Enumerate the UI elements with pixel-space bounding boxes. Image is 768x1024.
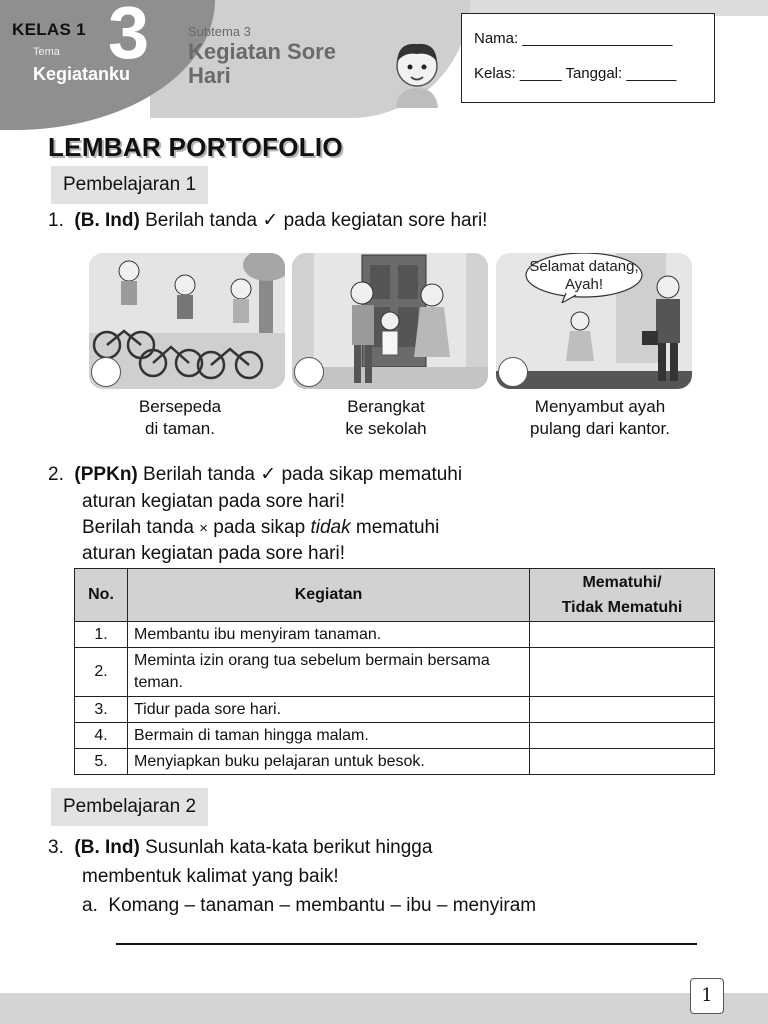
- row-answer-cell[interactable]: [530, 622, 715, 648]
- caption-bersepeda-line2: di taman.: [145, 419, 215, 438]
- check-circle-2[interactable]: [294, 357, 324, 387]
- kelas-tanggal-field[interactable]: Kelas: _____ Tanggal: ______: [474, 65, 677, 82]
- kegiatan-table: [74, 568, 715, 775]
- q2-subject: (PPKn): [74, 464, 138, 485]
- table-row: [75, 648, 715, 697]
- table-row: [75, 697, 715, 723]
- question-1: [48, 208, 487, 234]
- q3-item-a: a. Komang – tanaman – membantu – ibu – menyiram: [82, 895, 537, 916]
- row-number: 3.: [75, 697, 128, 723]
- subtema-title: Kegiatan Sore Hari: [188, 39, 336, 88]
- pembelajaran-1-label: Pembelajaran 1: [51, 166, 208, 204]
- q1-subject: (B. Ind): [74, 210, 140, 231]
- pembelajaran-2-label: Pembelajaran 2: [51, 788, 208, 826]
- speech-bubble-text: Selamat datang, Ayah!: [529, 258, 639, 293]
- kelas-label: KELAS 1: [12, 20, 86, 39]
- col-status-line1: Mematuhi/: [582, 574, 662, 591]
- col-status-line2: Tidak Mematuhi: [561, 599, 683, 616]
- col-kegiatan: Kegiatan: [128, 569, 530, 622]
- question-3: [48, 835, 432, 861]
- boy-mascot-icon: [386, 36, 448, 110]
- subtema-label: Subtema 3: [188, 24, 251, 39]
- q1-text: Berilah tanda ✓ pada kegiatan sore hari!: [139, 210, 488, 231]
- row-kegiatan: Bermain di taman hingga malam.: [128, 723, 530, 749]
- caption-bersepeda-line1: Bersepeda: [138, 397, 222, 416]
- q2-line3: [82, 515, 439, 542]
- row-kegiatan: Membantu ibu menyiram tanaman.: [128, 622, 530, 648]
- table-row: [75, 723, 715, 749]
- caption-berangkat-line2: ke sekolah: [345, 419, 427, 438]
- table-header-row: [75, 569, 715, 622]
- footer-band: [0, 993, 768, 1024]
- picture-menyambut: [496, 253, 692, 389]
- q2-line1: Berilah tanda ✓ pada sikap mematuhi: [137, 464, 463, 485]
- caption-menyambut-line1: Menyambut ayah: [534, 397, 666, 416]
- q3-subject: (B. Ind): [74, 837, 140, 858]
- q2-number: 2.: [48, 464, 64, 485]
- q2-line3-pre: Berilah tanda: [82, 517, 200, 538]
- row-answer-cell[interactable]: [530, 723, 715, 749]
- tema-label: Tema: [33, 46, 60, 58]
- row-kegiatan: Meminta izin orang tua sebelum bermain bersama teman.: [128, 648, 530, 697]
- q2-line3-post: mematuhi: [350, 517, 440, 538]
- caption-berangkat-line1: Berangkat: [347, 397, 425, 416]
- table-row: [75, 749, 715, 775]
- row-answer-cell[interactable]: [530, 648, 715, 697]
- check-circle-3[interactable]: [498, 357, 528, 387]
- row-number: 2.: [75, 648, 128, 697]
- tema-name: Kegiatanku: [33, 64, 131, 84]
- caption-bersepeda: [100, 396, 260, 440]
- col-status: [530, 569, 715, 622]
- q1-number: 1.: [48, 210, 64, 231]
- row-number: 4.: [75, 723, 128, 749]
- question-2: [48, 462, 462, 488]
- row-number: 1.: [75, 622, 128, 648]
- row-answer-cell[interactable]: [530, 697, 715, 723]
- row-kegiatan: Menyiapkan buku pelajaran untuk besok.: [128, 749, 530, 775]
- q3-number: 3.: [48, 837, 64, 858]
- q2-line3-mid: pada sikap: [208, 517, 311, 538]
- page-number: 1: [690, 978, 724, 1014]
- student-info-box: [461, 13, 715, 103]
- table-row: [75, 622, 715, 648]
- page-title: LEMBAR PORTOFOLIO: [48, 132, 343, 162]
- row-number: 5.: [75, 749, 128, 775]
- q2-line3-italic: tidak: [310, 517, 351, 538]
- answer-line[interactable]: [116, 943, 697, 945]
- nama-field[interactable]: Nama: __________________: [474, 30, 673, 47]
- caption-berangkat: [306, 396, 466, 440]
- q3-line1: Susunlah kata-kata berikut hingga: [139, 837, 433, 858]
- caption-menyambut-line2: pulang dari kantor.: [530, 419, 670, 438]
- cross-mark-icon: ×: [199, 520, 209, 537]
- col-no: No.: [75, 569, 128, 622]
- picture-bersepeda: [89, 253, 285, 389]
- tema-number: 3: [108, 0, 150, 74]
- row-answer-cell[interactable]: [530, 749, 715, 775]
- caption-menyambut: [500, 396, 700, 440]
- row-kegiatan: Tidur pada sore hari.: [128, 697, 530, 723]
- q3-line2: membentuk kalimat yang baik!: [82, 866, 339, 887]
- picture-berangkat: [292, 253, 488, 389]
- q2-line2: aturan kegiatan pada sore hari!: [82, 491, 346, 512]
- check-circle-1[interactable]: [91, 357, 121, 387]
- q2-line4: aturan kegiatan pada sore hari!: [82, 543, 346, 564]
